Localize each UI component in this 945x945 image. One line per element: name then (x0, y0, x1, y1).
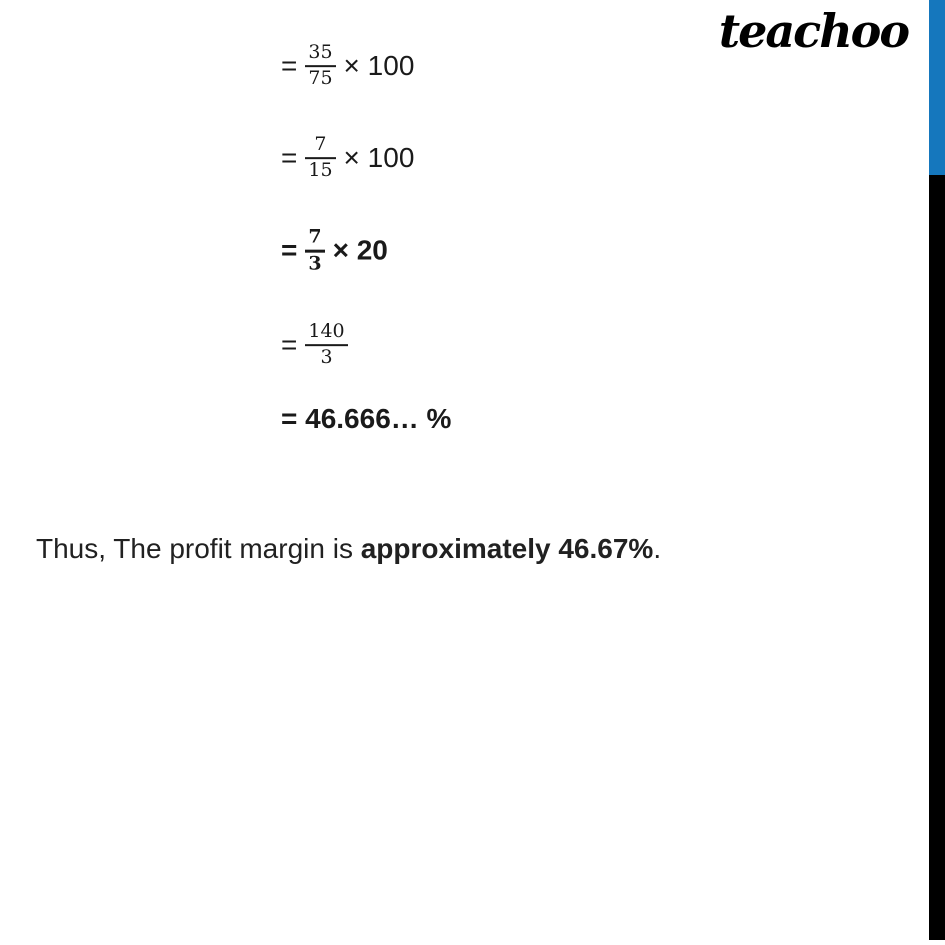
fraction-numerator: 7 (308, 225, 322, 248)
conclusion-text (36, 533, 661, 565)
equation-result (281, 403, 451, 435)
right-edge-blue-bar (929, 0, 945, 175)
equation-step-4 (281, 321, 348, 369)
equals-sign: = (281, 329, 298, 360)
equals-sign: = (281, 142, 298, 173)
right-edge-black-bar (929, 175, 945, 940)
fraction-denominator: 75 (308, 67, 333, 89)
multiplier-text: × 20 (332, 235, 388, 266)
fraction-denominator: 3 (308, 252, 322, 275)
fraction (305, 321, 347, 369)
fraction-numerator: 7 (314, 133, 327, 156)
equation-step-1 (281, 42, 414, 90)
result-text: = 46.666… % (281, 403, 452, 434)
fraction-denominator: 3 (320, 346, 333, 368)
equation-step-2 (281, 134, 414, 182)
multiplier-text: × 100 (343, 142, 415, 173)
fraction (305, 134, 335, 182)
multiplier-text: × 100 (343, 50, 415, 81)
conclusion-prefix: Thus, The profit margin is (36, 533, 361, 564)
fraction-numerator: 35 (308, 41, 333, 64)
fraction-denominator: 15 (308, 159, 333, 181)
fraction (305, 42, 335, 90)
fraction (305, 227, 324, 276)
conclusion-highlight: approximately 46.67% (360, 533, 654, 564)
equation-step-3 (281, 227, 388, 276)
fraction-numerator: 140 (308, 320, 345, 343)
equals-sign: = (281, 235, 298, 266)
conclusion-suffix: . (653, 533, 662, 564)
teachoo-logo: teachoo (718, 4, 908, 58)
equals-sign: = (281, 50, 298, 81)
